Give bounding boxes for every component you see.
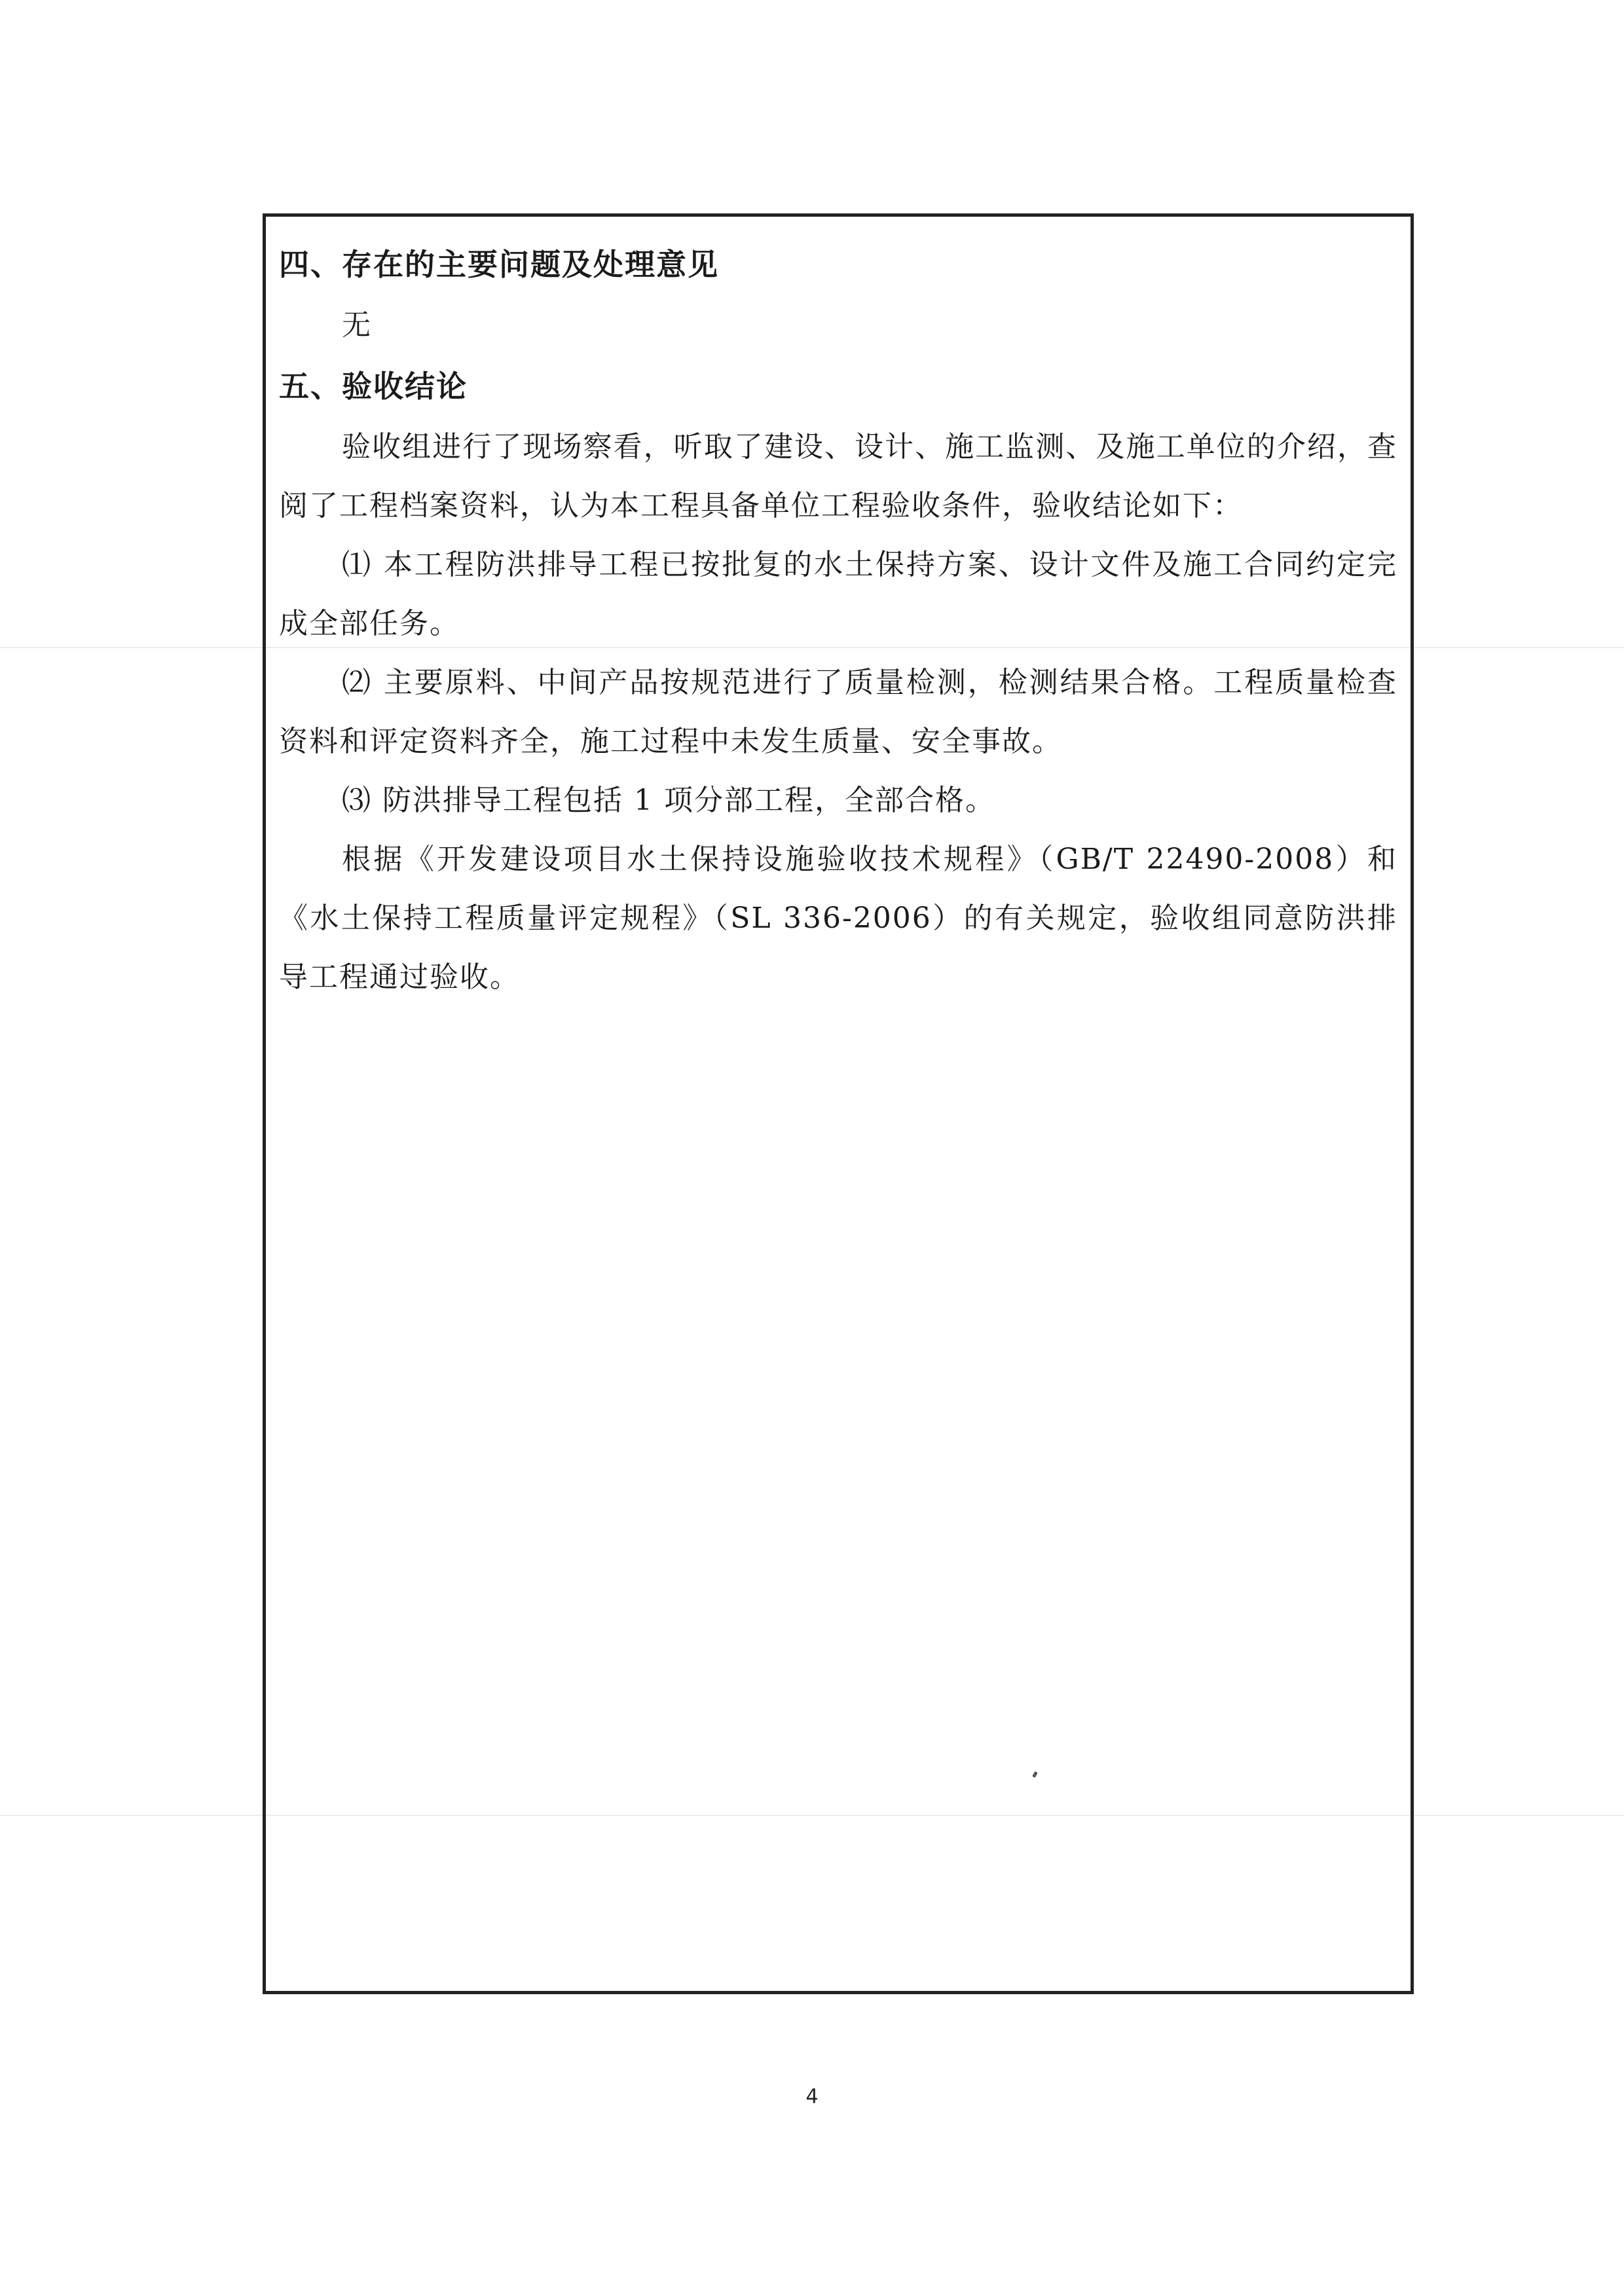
conclusion-item-3: ⑶ 防洪排导工程包括 1 项分部工程，全部合格。	[342, 784, 995, 817]
section-4-body: 无	[342, 308, 372, 342]
conclusion-intro-paragraph: 验收组进行了现场察看，听取了建设、设计、施工监测、及施工单位的介绍，查阅了工程档案资料，认为本工程具备单位工程验收条件，验收结论如下：	[279, 430, 1397, 522]
conclusion-item-1: ⑴ 本工程防洪排导工程已按批复的水土保持方案、设计文件及施工合同约定完成全部任务。	[279, 548, 1397, 640]
section-4-heading: 四、存在的主要问题及处理意见	[279, 247, 719, 282]
page-number: 4	[805, 2085, 819, 2108]
section-5-heading: 五、验收结论	[279, 369, 468, 404]
conclusion-final-paragraph: 根据《开发建设项目水土保持设施验收技术规程》（GB/T 22490-2008）和《水土保持工程质量评定规程》（SL 336-2006）的有关规定，验收组同意防洪排导工程通过验收。	[279, 843, 1397, 994]
conclusion-item-2: ⑵ 主要原料、中间产品按规范进行了质量检测，检测结果合格。工程质量检查资料和评定资料齐全，施工过程中未发生质量、安全事故。	[279, 666, 1397, 758]
content-frame	[263, 213, 1414, 1994]
frame-content	[279, 233, 1397, 1007]
